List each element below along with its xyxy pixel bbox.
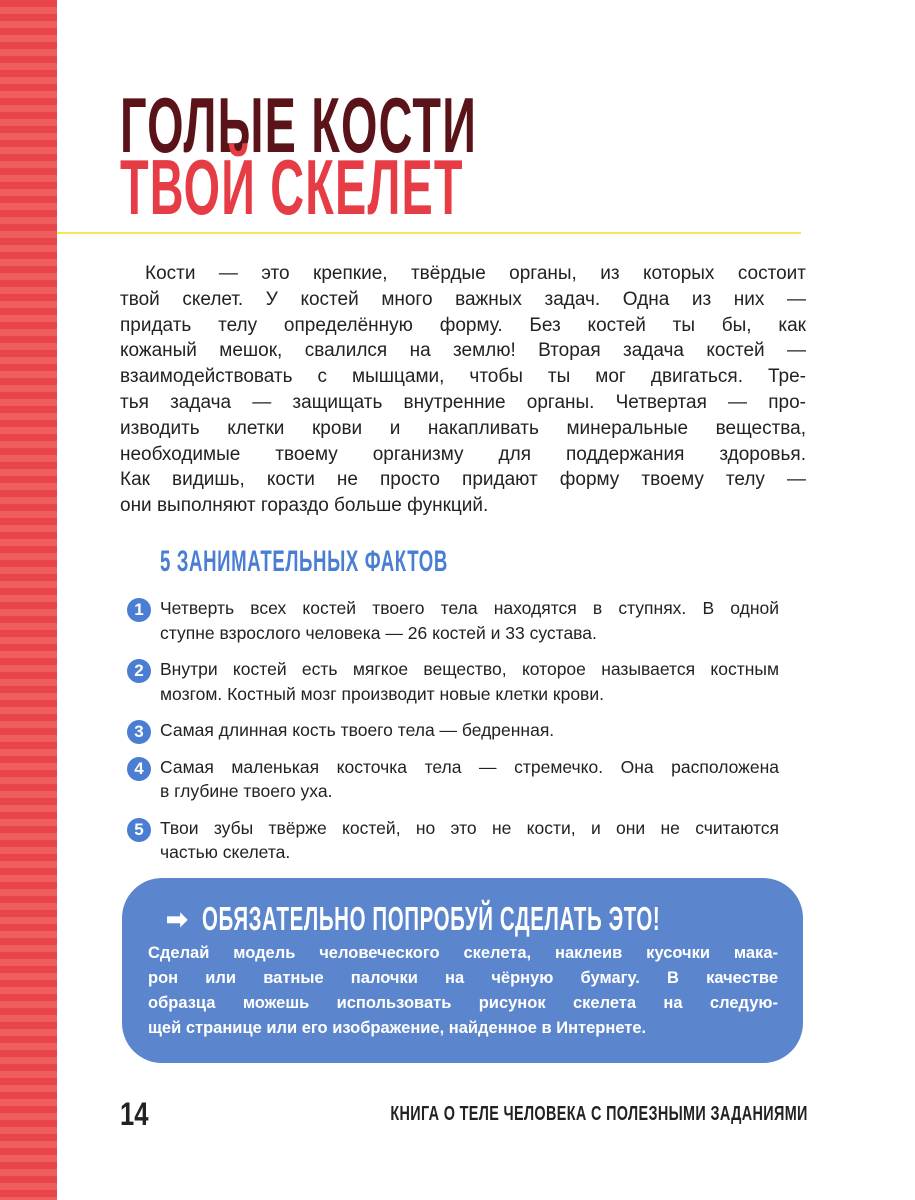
fact-text: Твои зубы твёрже костей, но это не кости, и они не считаются [160,817,779,838]
callout-line: рон или ватные палочки на чёрную бумагу. В качестве [148,969,778,987]
fact-text: ступне взрослого человека — 26 костей и 33 сустава. [160,622,597,643]
fact-item [127,596,779,645]
page-number: 14 [120,1096,149,1132]
paragraph-line: Кости — это крепкие, твёрдые органы, из которых состоит [145,263,806,284]
fact-text: мозгом. Костный мозг производит новые клетки крови. [160,683,604,704]
number-badge-icon: 5 [127,818,151,842]
paragraph-line: взаимодействовать с мышцами, чтобы ты мог двигаться. Тре- [120,366,806,388]
callout-line: образца можешь использовать рисунок скелета на следую- [148,994,778,1012]
callout-body [148,941,778,1041]
facts-heading: 5 ЗАНИМАТЕЛЬНЫХ ФАКТОВ [160,545,448,578]
callout-line: Сделай модель человеческого скелета, наклеив кусочки мака- [148,944,778,962]
fact-text: Внутри костей есть мягкое вещество, которое называется костным [160,659,779,679]
divider [57,232,801,234]
paragraph-line: твой скелет. У костей много важных задач. Одна из них — [120,288,806,310]
arrow-right-icon: ➡ [166,903,188,934]
fact-text: Четверть всех костей твоего тела находятся в ступнях. В одной [160,598,779,618]
fact-item [127,816,779,865]
paragraph-line: изводить клетки крови и накапливать минеральные вещества, [120,417,806,439]
fact-text: частью скелета. [160,842,291,862]
number-badge-icon: 3 [127,720,151,744]
number-badge-icon: 2 [127,659,151,683]
fact-item [127,718,779,743]
fact-text: Самая маленькая косточка тела — стремечко. Она расположена [160,756,779,777]
number-badge-icon: 4 [127,757,151,781]
page-subtitle: ТВОЙ СКЕЛЕТ [120,143,464,231]
callout-box [122,878,803,1063]
fact-text: Самая длинная кость твоего тела — бедренная. [160,720,555,740]
paragraph-line: кожаный мешок, свалился на землю! Вторая задача костей — [120,340,806,362]
page-title: ГОЛЫЕ КОСТИ [120,81,478,169]
paragraph-line: тья задача — защищать внутренние органы. Четвертая — про- [120,391,806,413]
paragraph-line: придать телу определённую форму. Без костей ты бы, как [120,314,806,336]
facts-list [127,596,779,877]
paragraph-line: Как видишь, кости не просто придают форму твоему телу — [120,469,806,491]
paragraph-line: они выполняют гораздо больше функций. [120,495,489,517]
fact-text: в глубине твоего уха. [160,781,333,801]
intro-paragraph [120,261,806,519]
callout-heading: ОБЯЗАТЕЛЬНО ПОПРОБУЙ СДЕЛАТЬ ЭТО! [201,900,661,937]
fact-item [127,755,779,804]
book-title-footer: КНИГА О ТЕЛЕ ЧЕЛОВЕКА С ПОЛЕЗНЫМИ ЗАДАНИЯМИ [390,1103,808,1125]
number-badge-icon: 1 [127,598,151,622]
decorative-side-stripe [0,0,57,1200]
callout-line: щей странице или его изображение, найденное в Интернете. [148,1019,647,1037]
paragraph-line: необходимые твоему организму для поддержания здоровья. [120,443,806,465]
fact-item [127,657,779,706]
